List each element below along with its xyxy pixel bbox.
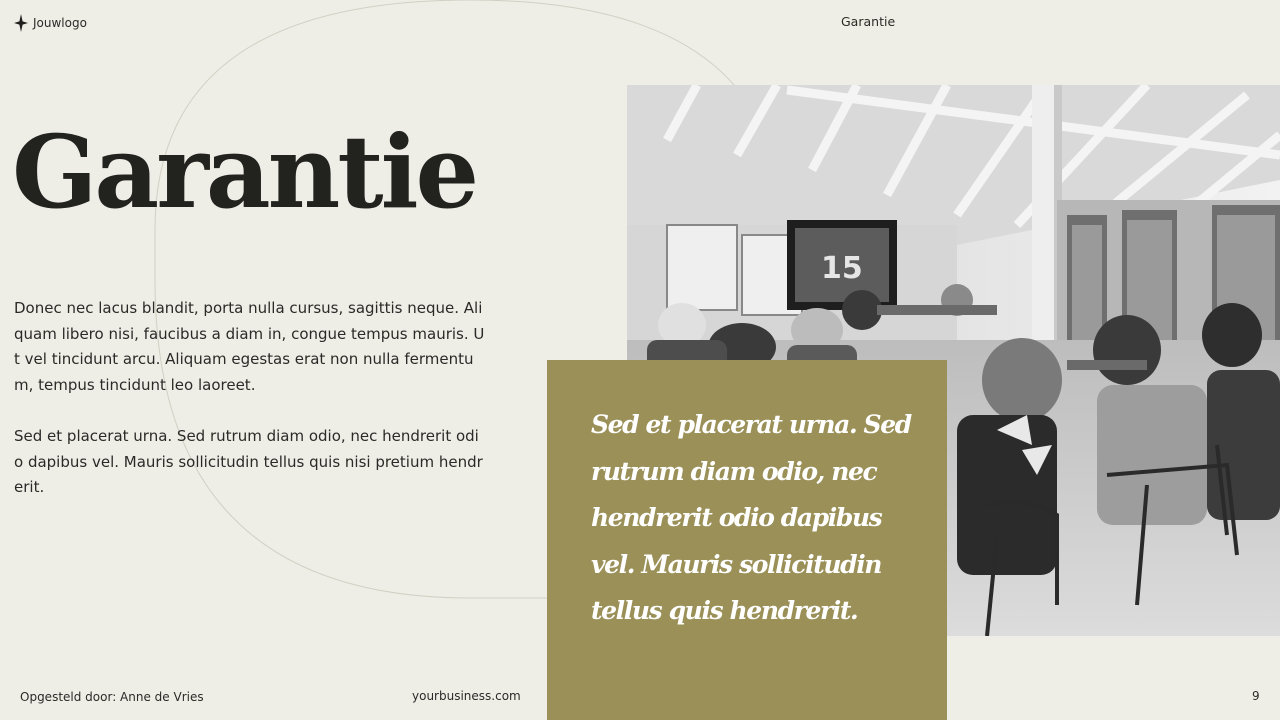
screen-number: 15 bbox=[821, 251, 863, 286]
logo[interactable] bbox=[14, 14, 87, 32]
page-number: 9 bbox=[1252, 689, 1260, 703]
body-text bbox=[14, 296, 488, 527]
footer-url[interactable]: yourbusiness.com bbox=[412, 689, 521, 703]
quote-box bbox=[547, 360, 947, 720]
paragraph-2: Sed et placerat urna. Sed rutrum diam odio, nec hendrerit odio dapibus vel. Mauris sollicitudin tellus quis nisi pretium hendrerit. bbox=[14, 427, 483, 496]
footer-author: Opgesteld door: Anne de Vries bbox=[20, 690, 204, 704]
logo-text: Jouwlogo bbox=[33, 16, 87, 30]
header-section-title: Garantie bbox=[841, 14, 896, 29]
page-title: Garantie bbox=[12, 113, 477, 231]
quote-text: Sed et placerat urna. Sed rutrum diam odio, nec hendrerit odio dapibus vel. Mauris sollicitudin tellus quis hendrerit. bbox=[591, 410, 911, 625]
four-point-star-icon bbox=[14, 14, 28, 32]
paragraph-1: Donec nec lacus blandit, porta nulla cursus, sagittis neque. Aliquam libero nisi, faucibus a diam in, congue tempus mauris. Ut vel tincidunt arcu. Aliquam egestas erat non nulla fermentum, tempus tincidunt leo laoreet. bbox=[14, 299, 485, 394]
